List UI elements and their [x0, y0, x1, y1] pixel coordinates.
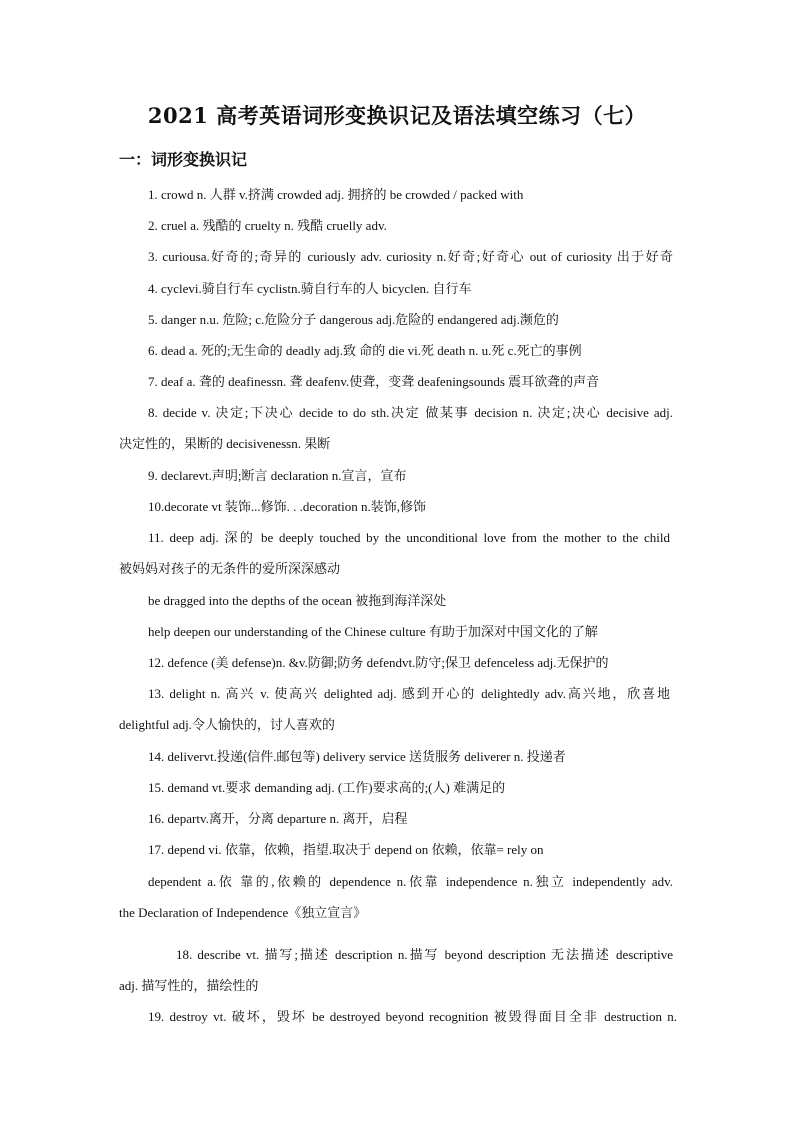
text-line: 18. describe vt. 描写;描述 description n.描写 beyond description 无法描述 descriptive: [176, 947, 673, 962]
text-line: 被妈妈对孩子的无条件的爱所深深感动: [119, 561, 341, 576]
text-line: 8. decide v. 决定;下决心 decide to do sth.决定 做某事 decision n. 决定;决心 decisive adj.: [148, 405, 673, 420]
text-line: 16. departv.离开，分离 departure n. 离开，启程: [148, 811, 408, 826]
text-line: 7. deaf a. 聋的 deafinessn. 聋 deafenv.使聋，变聋 deafeningsounds 震耳欲聋的声音: [148, 374, 600, 389]
text-line: 12. defence (美 defense)n. &v.防御;防务 defendvt.防守;保卫 defenceless adj.无保护的: [148, 655, 609, 670]
text-line: 5. danger n.u. 危险; c.危险分子 dangerous adj.危险的 endangered adj.濒危的: [148, 312, 559, 327]
text-line: 10.decorate vt 装饰...修饰. . .decoration n.装饰,修饰: [148, 499, 426, 514]
text-line: 15. demand vt.要求 demanding adj. (工作)要求高的;(人) 难满足的: [148, 780, 506, 795]
text-line: 11. deep adj. 深的 be deeply touched by the unconditional love from the mother to the child: [148, 530, 670, 545]
page-title: 2021 高考英语词形变换识记及语法填空练习（七）: [147, 103, 647, 128]
text-line: 9. declarevt.声明;断言 declaration n.宣言，宣布: [148, 468, 407, 483]
text-line: 6. dead a. 死的;无生命的 deadly adj.致 命的 die vi.死 death n. u.死 c.死亡的事例: [148, 343, 582, 358]
text-line: adj. 描写性的，描绘性的: [119, 978, 259, 993]
text-line: 3. curiousa.好奇的;奇异的 curiously adv. curiosity n.好奇;好奇心 out of curiosity 出于好奇: [148, 249, 673, 264]
text-line: be dragged into the depths of the ocean 被拖到海洋深处: [148, 593, 447, 608]
text-line: 14. delivervt.投递(信件.邮包等) delivery service 送货服务 deliverer n. 投递者: [148, 749, 566, 764]
text-line: 19. destroy vt. 破坏，毁坏 be destroyed beyond recognition 被毁得面目全非 destruction n.: [148, 1009, 677, 1024]
text-line: 13. delight n. 高兴 v. 使高兴 delighted adj. 感到开心的 delightedly adv.高兴地，欣喜地: [148, 686, 670, 701]
text-line: help deepen our understanding of the Chinese culture 有助于加深对中国文化的了解: [148, 624, 598, 639]
text-line: delightful adj.令人愉快的，讨人喜欢的: [119, 717, 335, 732]
text-line: 4. cyclevi.骑自行车 cyclistn.骑自行车的人 bicyclen. 自行车: [148, 281, 472, 296]
text-line: 1. crowd n. 人群 v.挤满 crowded adj. 拥挤的 be crowded / packed with: [148, 187, 524, 202]
text-line: 17. depend vi. 依靠，依赖，指望.取决于 depend on 依赖，依靠= rely on: [148, 842, 544, 857]
text-line: 决定性的，果断的 decisivenessn. 果断: [119, 436, 331, 451]
text-line: 2. cruel a. 残酷的 cruelty n. 残酷 cruelly adv.: [148, 218, 387, 233]
text-line: the Declaration of Independence《独立宣言》: [119, 905, 367, 920]
text-line: dependent a.依 靠的,依赖的 dependence n.依靠 independence n.独立 independently adv.: [148, 874, 673, 889]
section-heading: 一：词形变换识记: [119, 150, 248, 169]
